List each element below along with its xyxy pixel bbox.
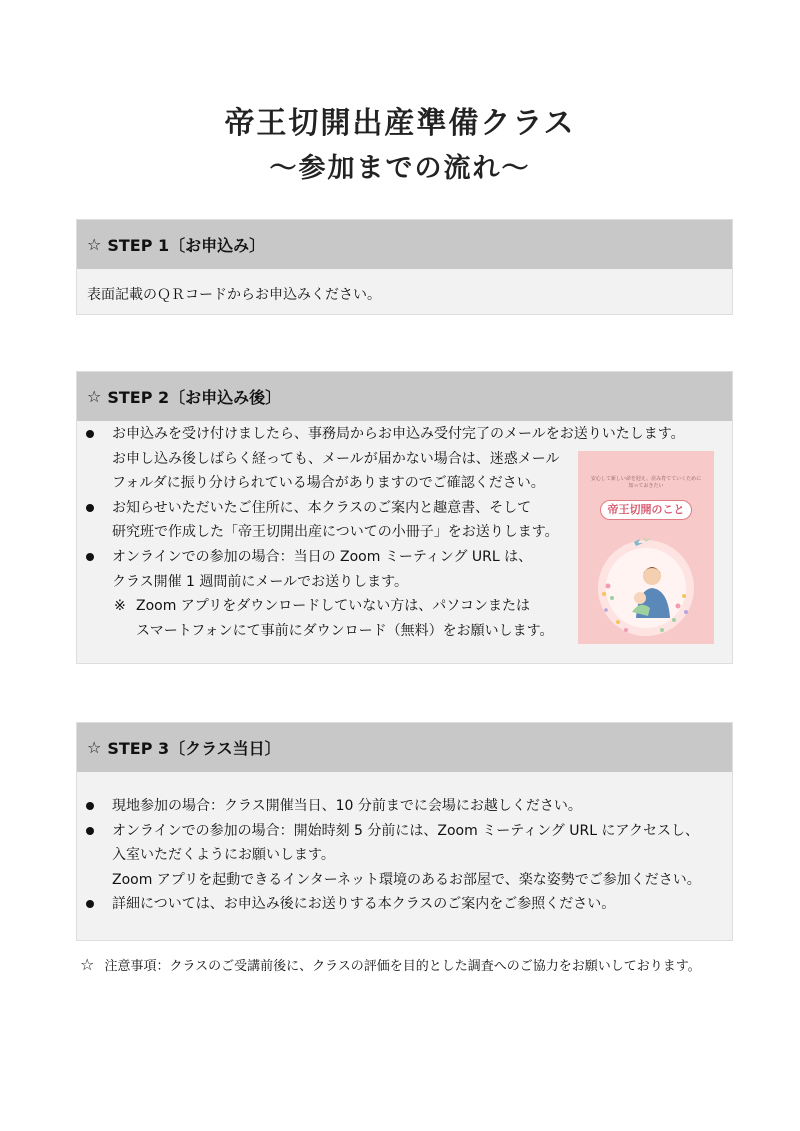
- booklet-subtitle-line: 安心して新しい命を迎え、産み育てていくために: [590, 476, 702, 482]
- booklet-cover-image: [578, 451, 714, 644]
- step1-heading: STEP 1〔お申込み〕: [107, 236, 266, 255]
- step3-body: [77, 772, 732, 917]
- list-item-line: 入室いただくようにお願いします。: [112, 847, 335, 864]
- list-item-line: クラス開催 1 週間前にメールでお送りします。: [112, 573, 408, 590]
- step1-body: 表面記載のＱＲコードからお申込みください。: [87, 287, 381, 303]
- list-item-line: 現地参加の場合：クラス開催当日、10 分前までに会場にお越しください。: [112, 798, 582, 814]
- list-item-line: フォルダに振り分けられている場合がありますのでご確認ください。: [112, 475, 545, 492]
- page-subtitle: ～参加までの流れ～: [269, 153, 531, 184]
- list-item-line: オンラインでの参加の場合：開始時刻 5 分前には、Zoom ミーティング URL にアクセスし、: [112, 822, 700, 839]
- note-line: Zoom アプリをダウンロードしていない方は、パソコンまたは: [136, 598, 530, 615]
- step3-list: [77, 794, 732, 917]
- list-item-line: お申込みを受け付けましたら、事務局からお申込み受付完了のメールをお送りいたします。: [112, 426, 685, 442]
- list-item: [77, 794, 732, 819]
- list-item-line: 研究班で作成した「帝王切開出産についての小冊子」をお送りします。: [112, 524, 559, 541]
- step2-header: [77, 372, 732, 421]
- step1-header: [77, 220, 732, 269]
- booklet-subtitle: [578, 476, 714, 490]
- list-item: [77, 892, 732, 917]
- footer-note-text: 注意事項：クラスのご受講前後に、クラスの評価を目的とした調査へのご協力をお願いしております。: [104, 959, 701, 974]
- booklet-subtitle-line: 知っておきたい: [628, 483, 664, 489]
- step2-heading: STEP 2〔お申込み後〕: [107, 388, 282, 407]
- star-icon: ☆: [87, 235, 102, 254]
- list-item-line: オンラインでの参加の場合：当日の Zoom ミーティング URL は、: [112, 548, 533, 565]
- star-icon: ☆: [87, 387, 102, 406]
- step3-header: [77, 723, 732, 772]
- list-item-line: お申し込み後しばらく経っても、メールが届かない場合は、迷惑メール: [112, 450, 560, 467]
- star-icon: ☆: [87, 738, 102, 757]
- booklet-title: 帝王切開のこと: [600, 500, 692, 520]
- list-item-line: お知らせいただいたご住所に、本クラスのご案内と趣意書、そして: [112, 499, 532, 516]
- note-line: スマートフォンにて事前にダウンロード（無料）をお願いします。: [136, 622, 554, 639]
- family-illustration: [578, 526, 714, 644]
- list-item-line: Zoom アプリを起動できるインターネット環境のあるお部屋で、楽な姿勢でご参加ください。: [112, 871, 701, 888]
- step1-section: [76, 219, 733, 315]
- star-icon: ☆: [80, 955, 95, 974]
- note-mark: ※: [114, 598, 126, 615]
- footer-note: [80, 955, 701, 974]
- step3-heading: STEP 3〔クラス当日〕: [107, 739, 281, 758]
- list-item-line: 詳細については、お申込み後にお送りする本クラスのご案内をご参照ください。: [112, 896, 616, 913]
- list-item: [77, 819, 732, 893]
- page-title: 帝王切開出産準備クラス: [224, 106, 576, 141]
- step3-section: [76, 722, 733, 941]
